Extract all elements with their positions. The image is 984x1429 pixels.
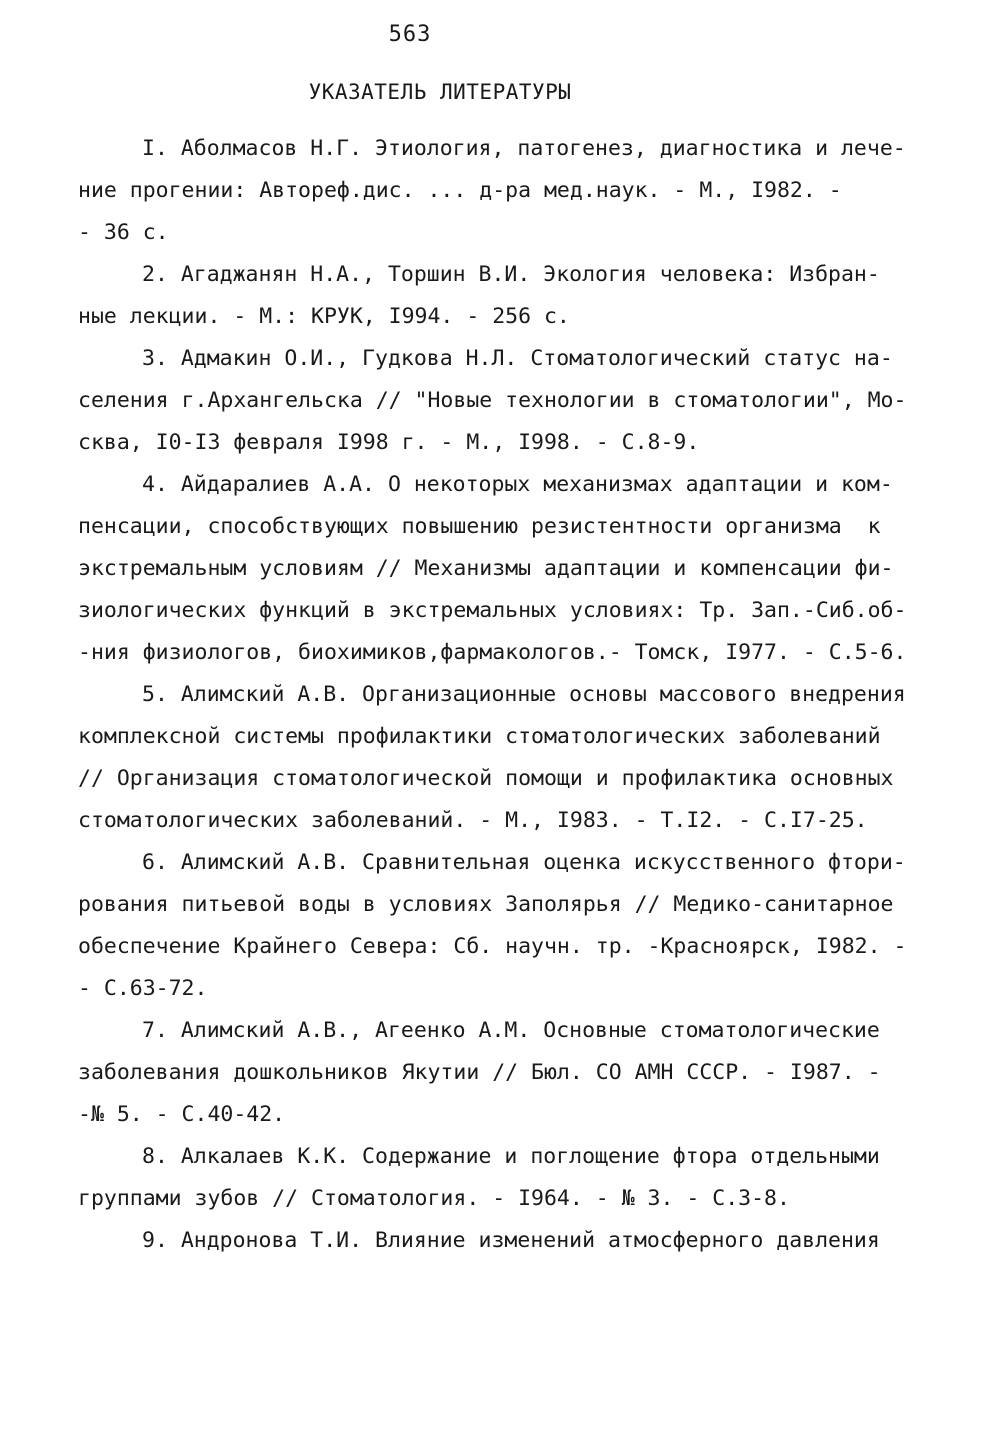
reference-first-line: 9. Андронова Т.И. Влияние изменений атмосферного давления xyxy=(142,1228,880,1253)
reference-line: заболевания дошкольников Якутии // Бюл. СО АМН СССР. - I987. - xyxy=(78,1060,881,1085)
reference-line: рования питьевой воды в условиях Заполярья // Медико-санитарное xyxy=(78,892,894,917)
reference-line: комплексной системы профилактики стоматологических заболеваний xyxy=(78,724,881,749)
reference-line: // Организация стоматологической помощи и профилактика основных xyxy=(78,766,894,791)
reference-first-line: 8. Алкалаев К.К. Содержание и поглощение фтора отдельными xyxy=(142,1144,880,1169)
reference-entry xyxy=(78,128,918,254)
reference-line: зиологических функций в экстремальных условиях: Тр. Зап.-Сиб.об- xyxy=(78,598,907,623)
reference-line: селения г.Архангельска // "Новые технологии в стоматологии", Мо- xyxy=(78,388,907,413)
reference-entry xyxy=(78,1010,918,1136)
reference-line: группами зубов // Стоматология. - I964. - № 3. - С.3-8. xyxy=(78,1186,790,1211)
reference-line: экстремальным условиям // Механизмы адаптации и компенсации фи- xyxy=(78,556,894,581)
page-title: УКАЗАТЕЛЬ ЛИТЕРАТУРЫ xyxy=(308,80,572,104)
reference-line: ные лекции. - М.: КРУК, I994. - 256 с. xyxy=(78,304,570,329)
reference-line: обеспечение Крайнего Севера: Сб. научн. тр. -Красноярск, I982. - xyxy=(78,934,907,959)
reference-entry xyxy=(78,842,918,1010)
reference-line: ние прогении: Автореф.дис. ... д-ра мед.наук. - М., I982. - xyxy=(78,178,842,203)
reference-first-line: I. Аболмасов Н.Г. Этиология, патогенез, диагностика и лече- xyxy=(142,136,906,161)
reference-line: сква, I0-I3 февраля I998 г. - М., I998. - С.8-9. xyxy=(78,430,700,455)
reference-line: - 36 с. xyxy=(78,220,169,245)
reference-first-line: 3. Адмакин О.И., Гудкова Н.Л. Стоматологический статус на- xyxy=(142,346,893,371)
reference-list xyxy=(78,128,918,1262)
reference-first-line: 2. Агаджанян Н.А., Торшин В.И. Экология человека: Избран- xyxy=(142,262,880,287)
reference-first-line: 4. Айдаралиев А.А. О некоторых механизмах адаптации и ком- xyxy=(142,472,893,497)
reference-first-line: 5. Алимский А.В. Организационные основы массового внедрения xyxy=(142,682,906,707)
reference-entry xyxy=(78,338,918,464)
reference-entry xyxy=(78,674,918,842)
reference-entry xyxy=(78,1136,918,1220)
reference-entry xyxy=(78,1220,918,1262)
reference-line: стоматологических заболеваний. - М., I983. - Т.I2. - С.I7-25. xyxy=(78,808,868,833)
reference-line: -№ 5. - С.40-42. xyxy=(78,1102,286,1127)
page-number: 563 xyxy=(388,22,432,47)
reference-first-line: 6. Алимский А.В. Сравнительная оценка искусственного фтори- xyxy=(142,850,906,875)
reference-line: -ния физиологов, биохимиков,фармакологов.- Томск, I977. - С.5-6. xyxy=(78,640,907,665)
reference-line: пенсации, способствующих повышению резистентности организма к xyxy=(78,514,881,539)
reference-line: - С.63-72. xyxy=(78,976,208,1001)
reference-entry xyxy=(78,254,918,338)
reference-first-line: 7. Алимский А.В., Агеенко А.М. Основные стоматологические xyxy=(142,1018,880,1043)
reference-entry xyxy=(78,464,918,674)
